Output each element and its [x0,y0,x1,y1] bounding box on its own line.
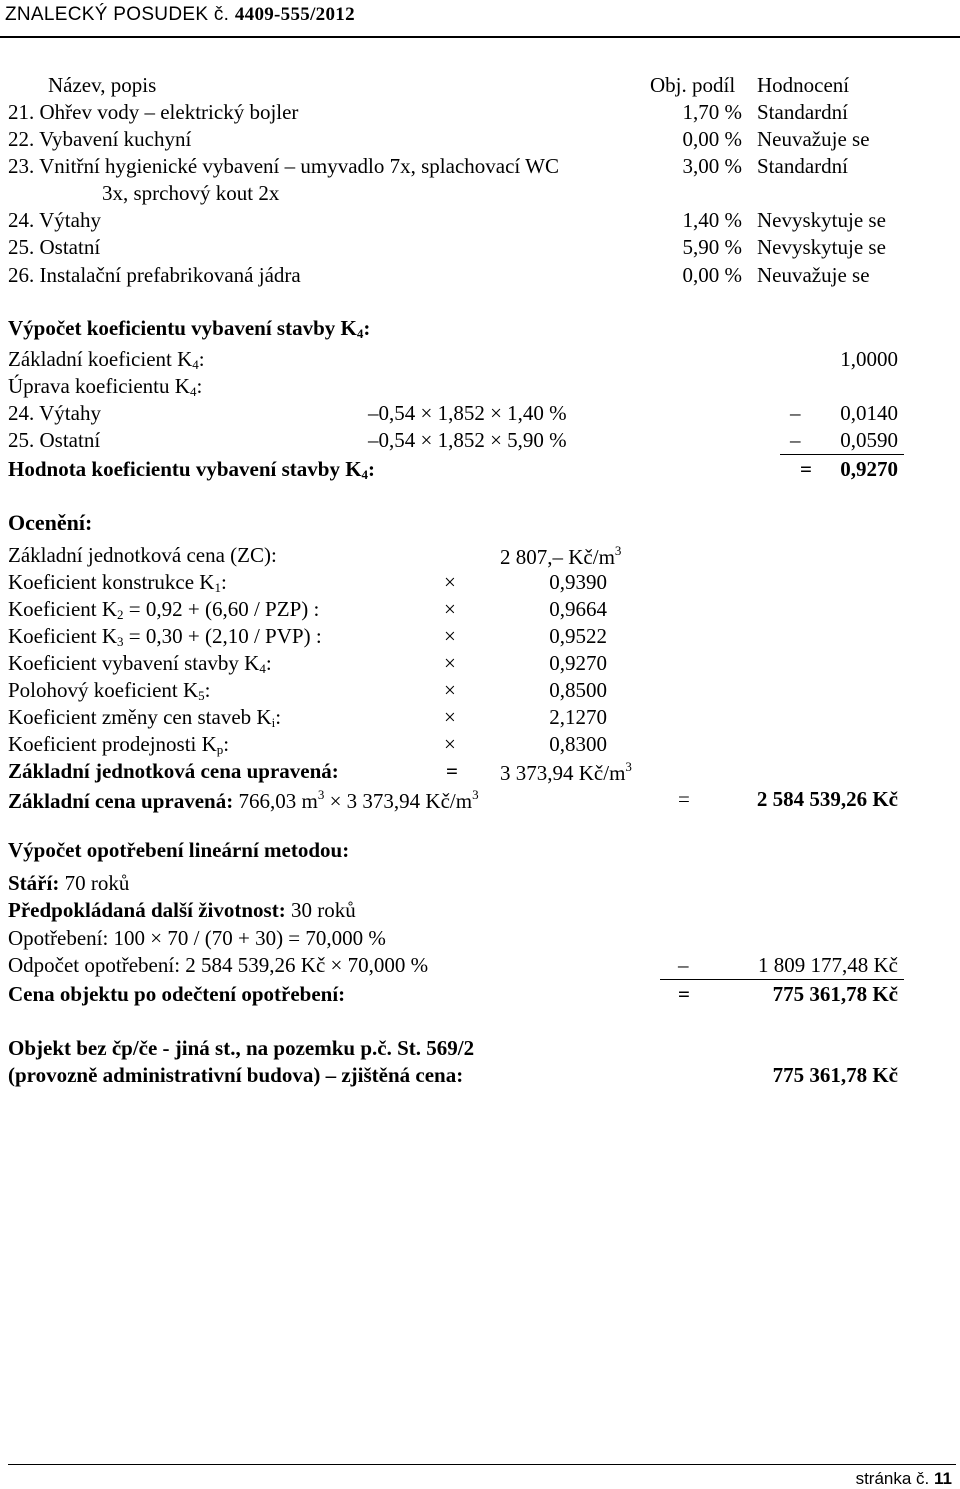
unit-exponent: 3 [317,787,325,802]
equipment-row-share: 0,00 % [682,127,742,151]
valuation-row-label-text: Koeficient prodejnosti K [8,732,217,756]
adjusted-price-rate: × 3 373,94 Kč/m [329,789,473,813]
valuation-row-value [500,543,621,570]
valuation-row-sub: i [271,715,276,730]
equipment-row-share: 5,90 % [682,235,742,259]
equipment-row-name: 22. Vybavení kuchyní [8,127,192,151]
valuation-row-value: 0,8500 [549,678,607,702]
deduct-sign: – [678,953,689,977]
summary-line-1: Objekt bez čp/če - jiná st., na pozemku p.č. St. 569/2 [8,1036,475,1060]
k4-base-sub: 4 [192,357,199,372]
document-title [5,4,355,26]
k4-adj-row-label: 25. Ostatní [8,428,101,452]
valuation-row-label-text: Koeficient vybavení stavby K [8,651,260,675]
deduct-row: Odpočet opotřebení: 2 584 539,26 Kč × 70,000 % [8,953,429,977]
adjusted-price-value: 2 584 539,26 Kč [756,787,898,811]
equipment-row-rating: Neuvažuje se [757,127,870,151]
k4-sum-line [780,454,904,455]
valuation-row-label [8,597,319,623]
valuation-row-sub: 3 [117,634,124,649]
depreciation-heading: Výpočet opotřebení lineární metodou: [8,838,350,862]
valuation-row-value: 0,9522 [549,624,607,648]
footer-divider [8,1464,956,1465]
k4-adj-row-sign: – [790,428,801,452]
life-value: 30 roků [290,898,356,922]
valuation-row-tail: = 0,30 + (2,10 / PVP) : [123,624,322,648]
net-label: Cena objektu po odečtení opotřebení: [8,982,346,1006]
deduct-value: 1 809 177,48 Kč [758,953,898,977]
valuation-row-sub: 4 [259,661,266,676]
valuation-row-value: 0,9664 [549,597,607,621]
valuation-row-sub: p [216,742,224,757]
footer-label: stránka č. [855,1469,930,1488]
valuation-row-label [8,705,281,731]
valuation-row-label-text: Koeficient K [8,624,118,648]
multiply-sign: × [444,705,456,729]
unit-exponent: 3 [472,787,479,802]
col-header-name: Název, popis [48,73,157,97]
adjusted-price-area: 766,03 m [238,789,318,813]
equipment-row-name-continued: 3x, sprchový kout 2x [102,181,280,205]
valuation-row-value: 0,8300 [549,732,607,756]
k4-base-value: 1,0000 [840,347,898,371]
valuation-row-tail: : [220,570,227,594]
equipment-row-rating: Standardní [757,100,848,124]
equipment-row-rating: Neuvažuje se [757,263,870,287]
multiply-sign: × [444,651,456,675]
k4-base-label [8,347,205,373]
unit-exponent: 3 [625,759,632,774]
adjusted-price-row [8,787,479,814]
multiply-sign: × [444,678,456,702]
page-number: 11 [934,1469,952,1488]
net-sign: = [678,982,690,1006]
equipment-row-share: 3,00 % [682,154,742,178]
valuation-row-value: 0,9390 [549,570,607,594]
life-row [8,898,356,923]
valuation-row-label [8,732,229,758]
k4-result-sign: = [800,457,812,481]
k4-adj-row-formula: –0,54 × 1,852 × 1,40 % [368,401,567,425]
k4-base-label-text: Základní koeficient K [8,347,193,371]
equipment-row-rating: Nevyskytuje se [757,208,886,232]
k4-adj-row-label: 24. Výtahy [8,401,101,425]
valuation-row-label-text: Polohový koeficient K [8,678,199,702]
valuation-row-value: 0,9270 [549,651,607,675]
valuation-row-label-text: Koeficient K [8,597,118,621]
k4-result-label [8,457,375,483]
valuation-row-label: Základní jednotková cena (ZC): [8,543,277,567]
equipment-row-share: 1,70 % [682,100,742,124]
valuation-row-tail: : [275,705,282,729]
equipment-row-name: 25. Ostatní [8,235,101,259]
k4-adj-row-formula: –0,54 × 1,852 × 5,90 % [368,428,567,452]
equipment-row-rating: Nevyskytuje se [757,235,886,259]
summary-value: 775 361,78 Kč [772,1063,898,1087]
valuation-row-tail: : [265,651,272,675]
age-value: 70 roků [64,871,130,895]
valuation-row-tail: : [223,732,230,756]
equipment-row-name: 24. Výtahy [8,208,101,232]
k4-heading [8,316,370,342]
wear-row: Opotřebení: 100 × 70 / (70 + 30) = 70,000 % [8,926,386,950]
col-header-share: Obj. podíl [650,73,736,97]
k4-adj-suffix: : [196,374,203,398]
valuation-row-sub: 5 [198,688,205,703]
k4-result-suffix: : [368,457,376,481]
equipment-row-name: 23. Vnitřní hygienické vybavení – umyvadlo 7x, splachovací WC [8,154,559,178]
adjusted-unit-value-text: 3 373,94 Kč/m [500,761,626,785]
valuation-row-label [8,651,272,677]
age-row [8,871,129,896]
life-label: Předpokládaná další životnost: [8,898,286,922]
valuation-heading: Ocenění: [8,510,93,535]
k4-adj-row-value: 0,0140 [840,401,898,425]
col-header-rating: Hodnocení [757,73,850,97]
equipment-row-name: 26. Instalační prefabrikovaná jádra [8,263,301,287]
document-number: 4409-555/2012 [234,4,355,25]
multiply-sign: × [444,570,456,594]
valuation-row-tail: : [204,678,211,702]
document-title-text: ZNALECKÝ POSUDEK č. [5,4,230,25]
adjusted-price-label: Základní cena upravená: [8,789,234,813]
summary-line-2: (provozně administrativní budova) – zjištěná cena: [8,1063,464,1087]
valuation-row-label [8,570,227,596]
k4-adj-label [8,374,202,400]
k4-heading-sub: 4 [356,326,364,341]
equipment-row-share: 1,40 % [682,208,742,232]
valuation-row-label-text: Koeficient konstrukce K [8,570,215,594]
valuation-row-tail: = 0,92 + (6,60 / PZP) : [123,597,320,621]
multiply-sign: × [444,732,456,756]
equipment-row-rating: Standardní [757,154,848,178]
age-label: Stáří: [8,871,60,895]
valuation-row-label [8,678,210,704]
multiply-sign: × [444,624,456,648]
k4-result-sub: 4 [361,467,369,482]
unit-exponent: 3 [614,543,622,558]
k4-adj-row-value: 0,0590 [840,428,898,452]
equipment-row-name: 21. Ohřev vody – elektrický bojler [8,100,299,124]
valuation-row-value-text: 2 807,– Kč/m [500,545,615,569]
k4-heading-suffix: : [363,316,371,340]
valuation-row-sub: 2 [117,607,124,622]
k4-heading-text: Výpočet koeficientu vybavení stavby K [8,316,357,340]
adjusted-price-op: = [678,787,690,811]
adjusted-unit-value [500,759,632,786]
adjusted-unit-label: Základní jednotková cena upravená: [8,759,339,783]
valuation-row-label-text: Koeficient změny cen staveb K [8,705,272,729]
adjusted-unit-op: = [446,759,458,783]
equipment-row-share: 0,00 % [682,263,742,287]
page-footer [856,1469,952,1489]
valuation-row-sub: 1 [214,580,221,595]
net-value: 775 361,78 Kč [772,982,898,1006]
k4-adj-label-text: Úprava koeficientu K [8,374,190,398]
k4-adj-sub: 4 [189,384,197,399]
multiply-sign: × [444,597,456,621]
valuation-row-value: 2,1270 [549,705,607,729]
k4-adj-row-sign: – [790,401,801,425]
k4-base-suffix: : [198,347,205,371]
k4-result-value: 0,9270 [840,457,898,481]
deduct-sum-line [660,979,904,980]
k4-result-label-text: Hodnota koeficientu vybavení stavby K [8,457,362,481]
valuation-row-label [8,624,322,650]
